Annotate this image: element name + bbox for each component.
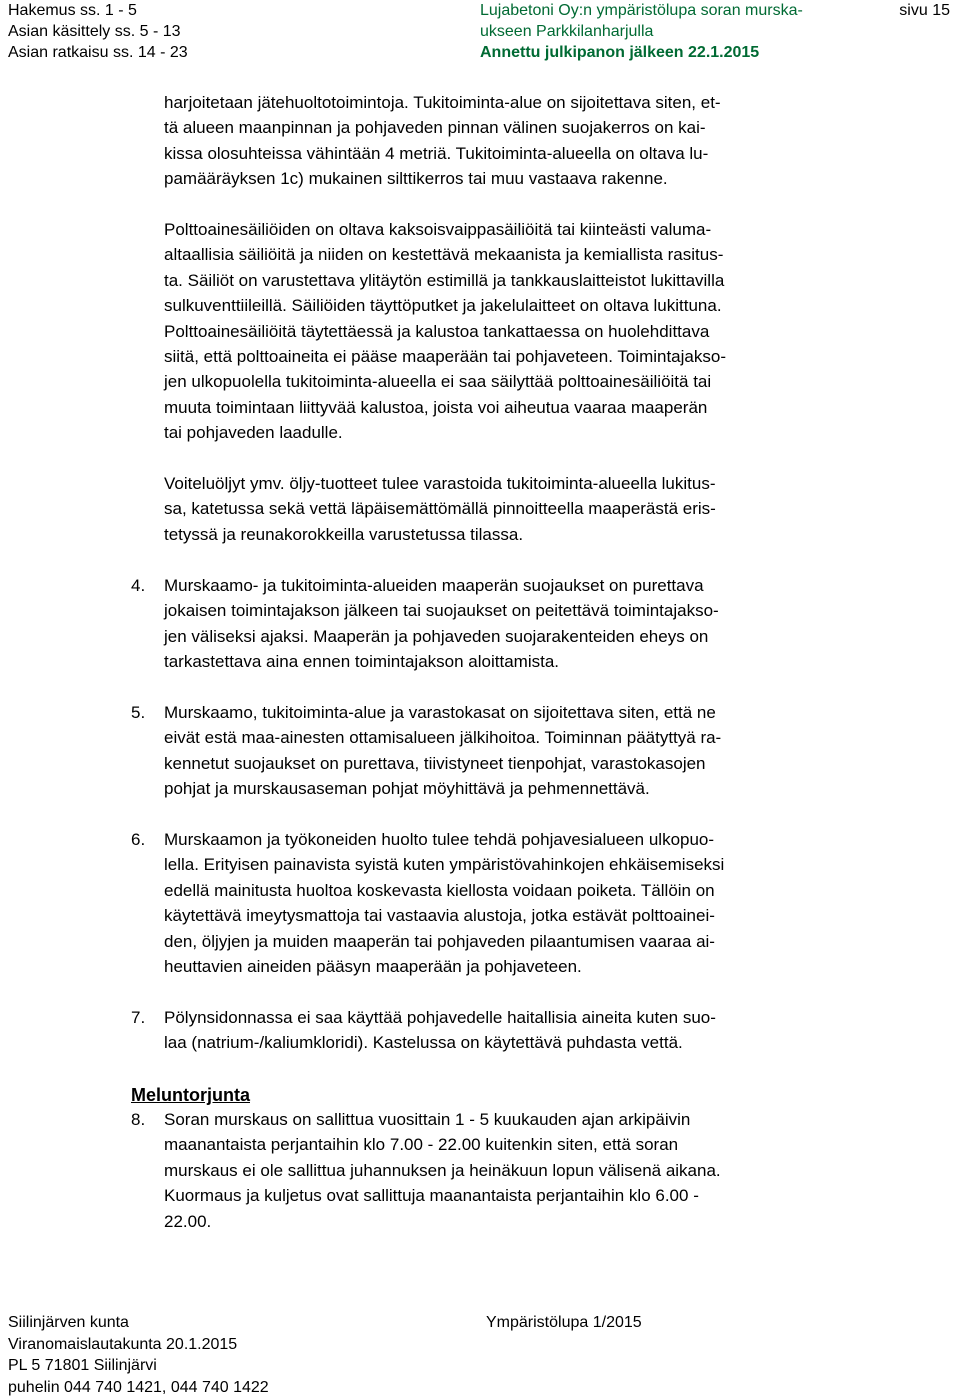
list-item-number: 8.	[131, 1107, 161, 1132]
footer-line: Viranomaislautakunta 20.1.2015	[8, 1334, 269, 1356]
text-line: pamääräyksen 1c) mukainen silttikerros tai muu vastaava rakenne.	[164, 166, 906, 191]
text-line: Kuormaus ja kuljetus ovat sallittuja maanantaista perjantaihin klo 6.00 -	[164, 1183, 906, 1208]
text-line: murskaus ei ole sallittua juhannuksen ja heinäkuun lopun välisenä aikana.	[164, 1158, 906, 1183]
text-line: den, öljyjen ja muiden maaperän tai pohjaveden pilaantumisen vaaraa ai-	[164, 929, 906, 954]
text-line: jen ulkopuolella tukitoiminta-alueella ei saa säilyttää polttoainesäiliöitä tai	[164, 369, 906, 394]
page-number: sivu 15	[899, 0, 950, 21]
footer-permit-number	[486, 1312, 642, 1334]
text-line: jokaisen toimintajakson jälkeen tai suojaukset on peitettävä toimintajakso-	[164, 598, 906, 623]
text-line: kennetut suojaukset on purettava, tiivistyneet tienpohjat, varastokasojen	[164, 751, 906, 776]
paragraph-voiteluoljyt	[164, 471, 906, 547]
text-line: pohjat ja murskausaseman pohjat möyhittävä ja pehmennettävä.	[164, 776, 906, 801]
text-line: Polttoainesäiliöitä täytettäessä ja kalustoa tankattaessa on huolehdittava	[164, 319, 906, 344]
text-line: muuta toimintaan liittyvää kalustoa, joista voi aiheutua vaaraa maaperän	[164, 395, 906, 420]
text-line: maanantaista perjantaihin klo 7.00 - 22.00 kuitenkin siten, että soran	[164, 1132, 906, 1157]
text-line: tai pohjaveden laadulle.	[164, 420, 906, 445]
list-item-text	[164, 1005, 906, 1056]
paragraph-tukitoiminta	[164, 90, 906, 192]
text-line: tetyssä ja reunakorokkeilla varustetussa tilassa.	[164, 522, 906, 547]
list-item-text	[164, 827, 906, 979]
text-line: lella. Erityisen painavista syistä kuten ympäristövahinkojen ehkäisemiseksi	[164, 852, 906, 877]
header-left-line: Asian ratkaisu ss. 14 - 23	[8, 42, 188, 63]
list-item-number: 5.	[131, 700, 161, 725]
text-line: Murskaamo- ja tukitoiminta-alueiden maaperän suojaukset on purettava	[164, 573, 906, 598]
section-heading: Meluntorjunta	[131, 1083, 250, 1108]
text-line: edellä mainitusta huoltoa koskevasta kiellosta voidaan poiketa. Tällöin on	[164, 878, 906, 903]
text-line: siitä, että polttoaineita ei pääse maaperään tai pohjaveteen. Toimintajakso-	[164, 344, 906, 369]
text-line: 22.00.	[164, 1209, 906, 1234]
list-item-text	[164, 1107, 906, 1234]
footer-line: puhelin 044 740 1421, 044 740 1422	[8, 1377, 269, 1398]
header-left-line: Hakemus ss. 1 - 5	[8, 0, 188, 21]
header-case-references	[8, 0, 188, 63]
text-line: ta. Säiliöt on varustettava ylitäytön estimillä ja tankkauslaitteistot lukittavilla	[164, 268, 906, 293]
header-title-line: ukseen Parkkilanharjulla	[480, 21, 803, 42]
header-document-title	[480, 0, 803, 63]
text-line: tarkastettava aina ennen toimintajakson aloittamista.	[164, 649, 906, 674]
text-line: kissa olosuhteissa vähintään 4 metriä. Tukitoiminta-alueella on oltava lu-	[164, 141, 906, 166]
text-line: sa, katetussa sekä vettä läpäisemättömällä pinnoitteella maaperästä eris-	[164, 496, 906, 521]
list-item-number: 4.	[131, 573, 161, 598]
text-line: harjoitetaan jätehuoltotoimintoja. Tukitoiminta-alue on sijoitettava siten, et-	[164, 90, 906, 115]
header-title-line: Lujabetoni Oy:n ympäristölupa soran murska-	[480, 0, 803, 21]
text-line: altaallisia säiliöitä ja niiden on kestettävä mekaanista ja kemiallista rasitus-	[164, 242, 906, 267]
text-line: tä alueen maanpinnan ja pohjaveden pinnan välinen suojakerros on kai-	[164, 115, 906, 140]
list-item-text	[164, 573, 906, 675]
footer-line: Ympäristölupa 1/2015	[486, 1312, 642, 1334]
footer-contact	[8, 1312, 269, 1398]
text-line: Polttoainesäiliöiden on oltava kaksoisvaippasäiliöitä tai kiinteästi valuma-	[164, 217, 906, 242]
text-line: sulkuventtiileillä. Säiliöiden täyttöputket ja jakelulaitteet on oltava lukittuna.	[164, 293, 906, 318]
text-line: Murskaamon ja työkoneiden huolto tulee tehdä pohjavesialueen ulkopuo-	[164, 827, 906, 852]
text-line: Soran murskaus on sallittua vuosittain 1 - 5 kuukauden ajan arkipäivin	[164, 1107, 906, 1132]
text-line: laa (natrium-/kaliumkloridi). Kastelussa on käytettävä puhdasta vettä.	[164, 1030, 906, 1055]
text-line: heuttavien aineiden pääsyn maaperään ja pohjaveteen.	[164, 954, 906, 979]
list-item-number: 6.	[131, 827, 161, 852]
header-left-line: Asian käsittely ss. 5 - 13	[8, 21, 188, 42]
list-item-text	[164, 700, 906, 802]
text-line: Voiteluöljyt ymv. öljy-tuotteet tulee varastoida tukitoiminta-alueella lukitus-	[164, 471, 906, 496]
text-line: Pölynsidonnassa ei saa käyttää pohjavedelle haitallisia aineita kuten suo-	[164, 1005, 906, 1030]
footer-line: PL 5 71801 Siilinjärvi	[8, 1355, 269, 1377]
text-line: eivät estä maa-ainesten ottamisalueen jälkihoitoa. Toiminnan päätyttyä ra-	[164, 725, 906, 750]
text-line: käytettävä imeytysmattoja tai vastaavia alustoja, jotka estävät polttoainei-	[164, 903, 906, 928]
list-item-number: 7.	[131, 1005, 161, 1030]
text-line: jen väliseksi ajaksi. Maaperän ja pohjaveden suojarakenteiden eheys on	[164, 624, 906, 649]
footer-line: Siilinjärven kunta	[8, 1312, 269, 1334]
header-publication-date: Annettu julkipanon jälkeen 22.1.2015	[480, 42, 803, 63]
paragraph-polttoainesailiot	[164, 217, 906, 446]
text-line: Murskaamo, tukitoiminta-alue ja varastokasat on sijoitettava siten, että ne	[164, 700, 906, 725]
